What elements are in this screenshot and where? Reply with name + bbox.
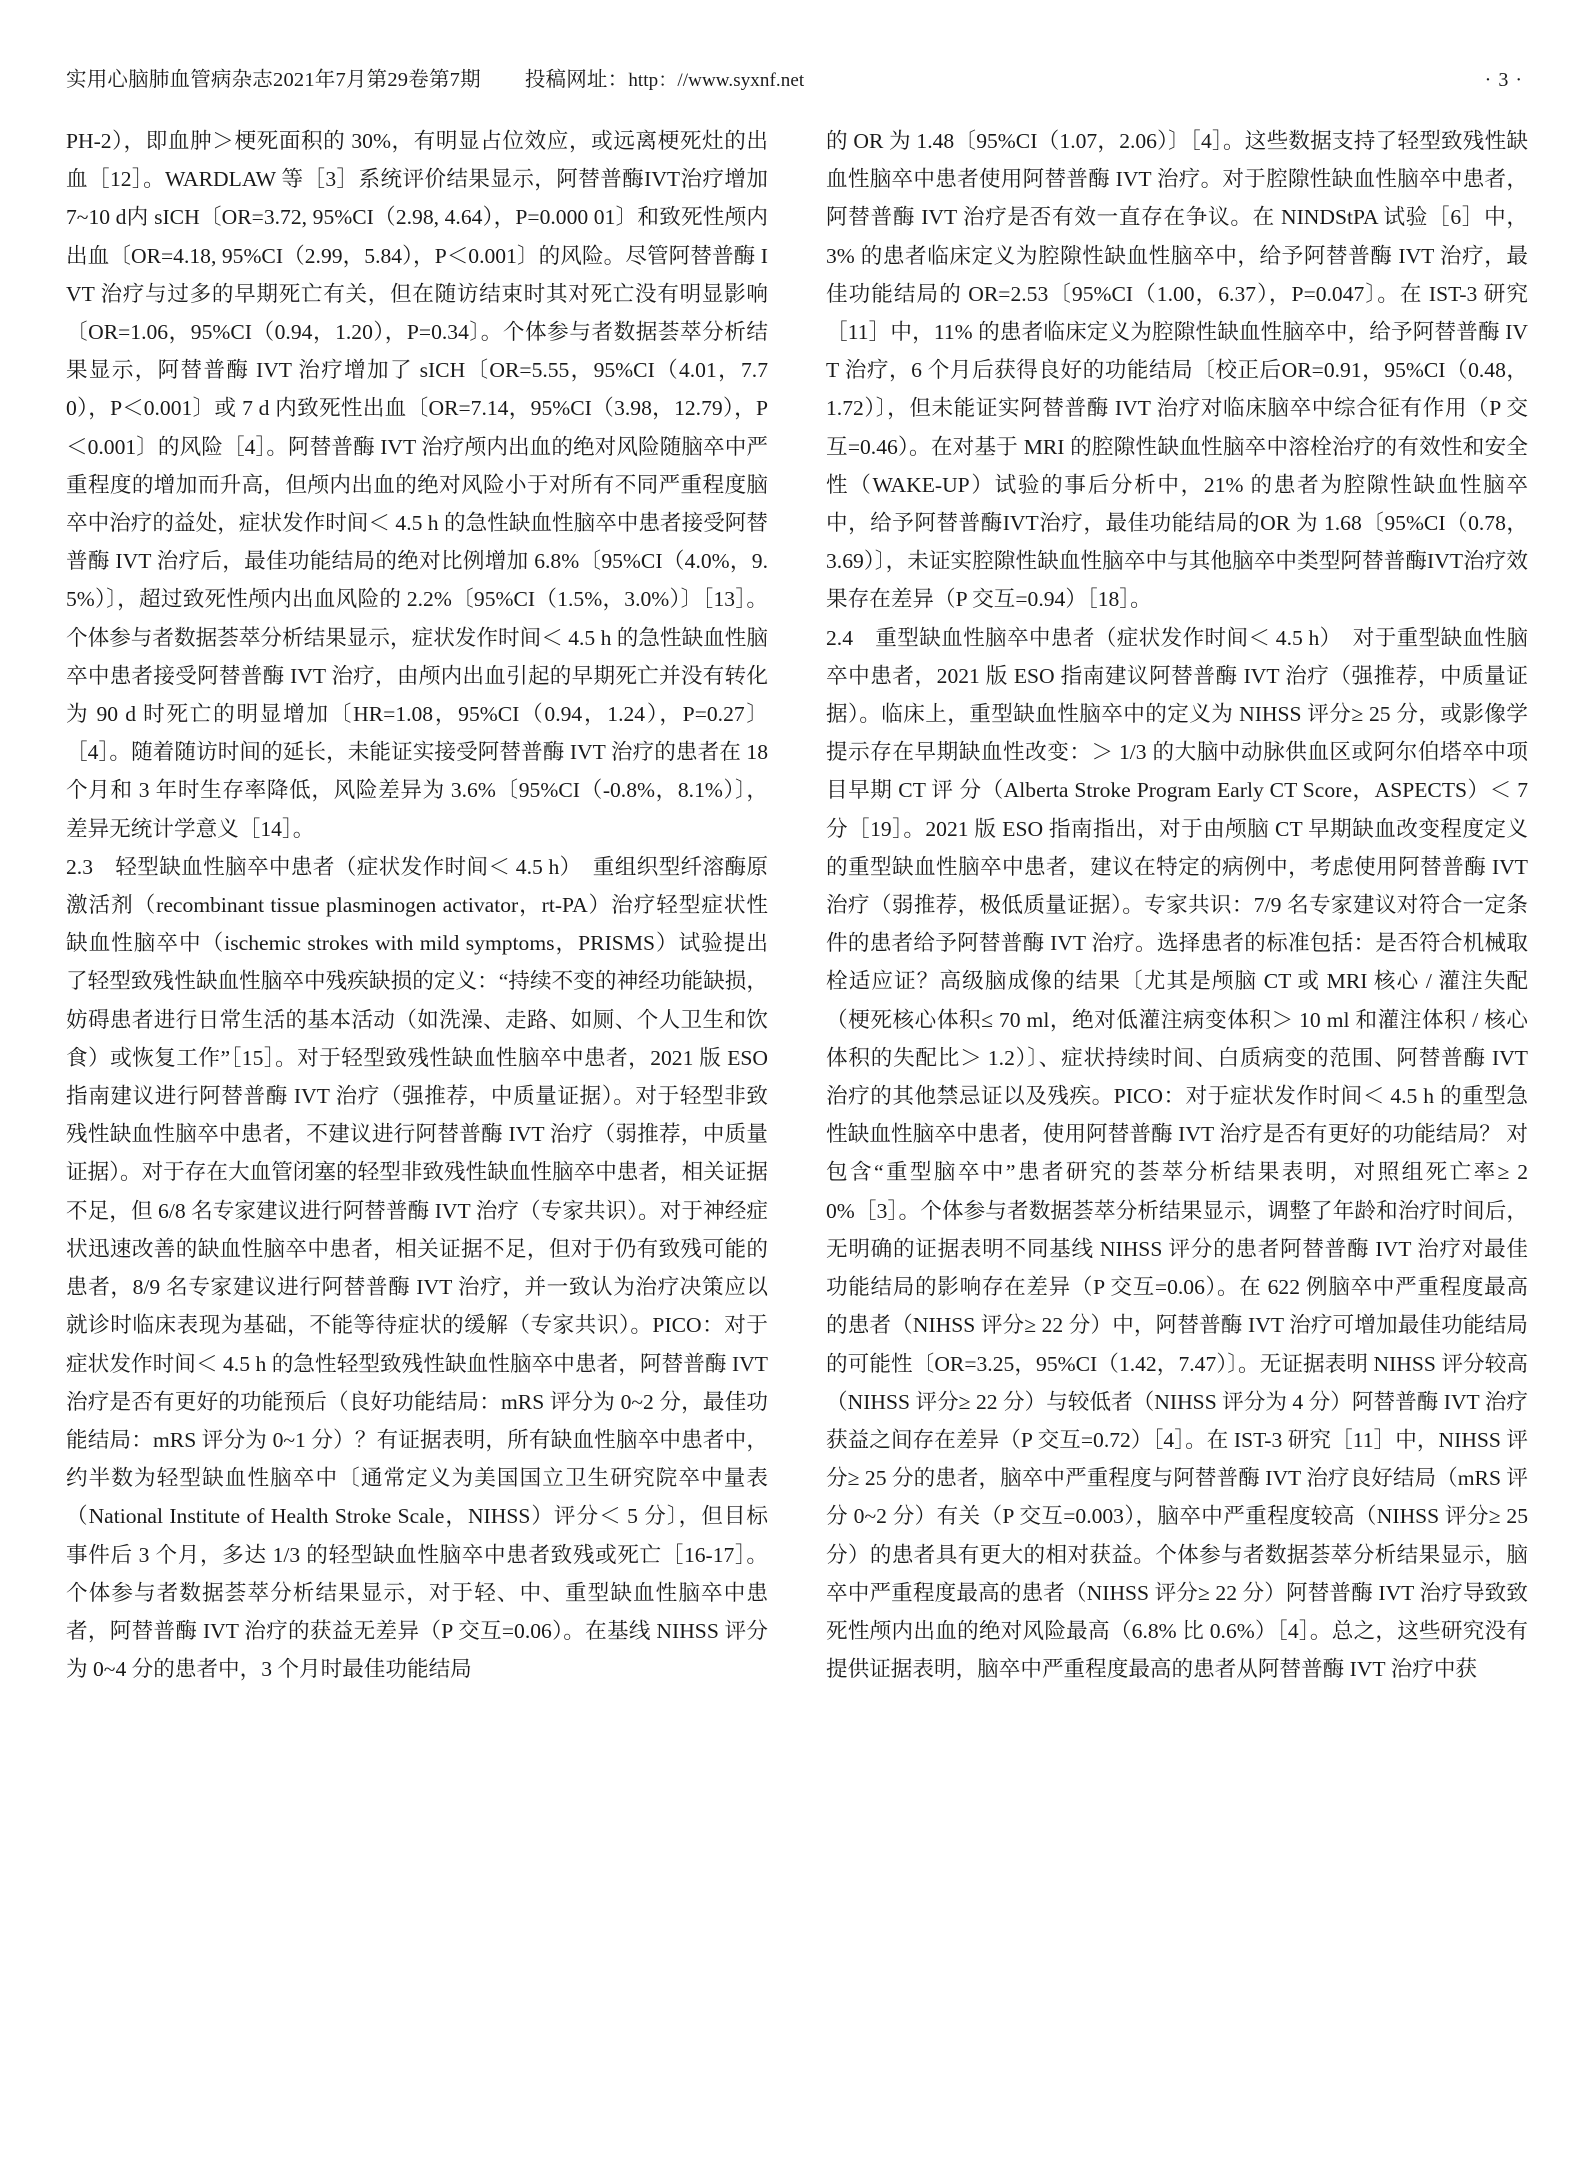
paragraph: PH-2），即血肿＞梗死面积的 30%，有明显占位效应，或远离梗死灶的出血［12］。WARDLAW 等［3］系统评价结果显示，阿替普酶IVT治疗增加7~10 d内 sICH〔OR=3.72, 95%CI（2.98, 4.64），P=0.000 01〕和致死性颅内出血〔OR=4.18, 95%CI（2.99，5.84），P＜0.001〕的风险。尽管阿替普酶 IVT 治疗与过多的早期死亡有关，但在随访结束时其对死亡没有明显影响〔OR=1.06，95%CI（0.94，1.20），P=0.34〕。个体参与者数据荟萃分析结果显示，阿替普酶 IVT 治疗增加了 sICH〔OR=5.55，95%CI（4.01，7.70），P＜0.001〕或 7 d 内致死性出血〔OR=7.14，95%CI（3.98，12.79），P＜0.001〕的风险［4］。阿替普酶 IVT 治疗颅内出血的绝对风险随脑卒中严重程度的增加而升高，但颅内出血的绝对风险小于对所有不同严重程度脑卒中治疗的益处，症状发作时间＜ 4.5 h 的急性缺血性脑卒中患者接受阿替普酶 IVT 治疗后，最佳功能结局的绝对比例增加 6.8%〔95%CI（4.0%，9.5%）〕，超过致死性颅内出血风险的 2.2%〔95%CI（1.5%，3.0%）〕［13］。个体参与者数据荟萃分析结果显示，症状发作时间＜ 4.5 h 的急性缺血性脑卒中患者接受阿替普酶 IVT 治疗，由颅内出血引起的早期死亡并没有转化为 90 d 时死亡的明显增加〔HR=1.08，95%CI（0.94，1.24），P=0.27〕［4］。随着随访时间的延长，未能证实接受阿替普酶 IVT 治疗的患者在 18 个月和 3 年时生存率降低，风险差异为 3.6%〔95%CI（-0.8%，8.1%）〕，差异无统计学意义［14］。 — [66, 129, 768, 841]
paragraph: 2.4 重型缺血性脑卒中患者（症状发作时间＜ 4.5 h） 对于重型缺血性脑卒中患者，2021 版 ESO 指南建议阿替普酶 IVT 治疗（强推荐，中质量证据）。临床上，重型缺血性脑卒中的定义为 NIHSS 评分≥ 25 分，或影像学提示存在早期缺血性改变：＞ 1/3 的大脑中动脉供血区或阿尔伯塔卒中项目早期 CT 评 分（Alberta Stroke Program Early CT Score，ASPECTS）＜ 7 分［19］。2021 版 ESO 指南指出，对于由颅脑 CT 早期缺血改变程度定义的重型缺血性脑卒中患者，建议在特定的病例中，考虑使用阿替普酶 IVT 治疗（弱推荐，极低质量证据）。专家共识：7/9 名专家建议对符合一定条件的患者给予阿替普酶 IVT 治疗。选择患者的标准包括：是否符合机械取栓适应证？高级脑成像的结果〔尤其是颅脑 CT 或 MRI 核心 / 灌注失配（梗死核心体积≤ 70 ml，绝对低灌注病变体积＞ 10 ml 和灌注体积 / 核心体积的失配比＞ 1.2）〕、症状持续时间、白质病变的范围、阿替普酶 IVT 治疗的其他禁忌证以及残疾。PICO：对于症状发作时间＜ 4.5 h 的重型急性缺血性脑卒中患者，使用阿替普酶 IVT 治疗是否有更好的功能结局？ 对包含“重型脑卒中”患者研究的荟萃分析结果表明，对照组死亡率≥ 20%［3］。个体参与者数据荟萃分析结果显示，调整了年龄和治疗时间后，无明确的证据表明不同基线 NIHSS 评分的患者阿替普酶 IVT 治疗对最佳功能结局的影响存在差异（P 交互=0.06）。在 622 例脑卒中严重程度最高的患者（NIHSS 评分≥ 22 分）中，阿替普酶 IVT 治疗可增加最佳功能结局的可能性〔OR=3.25，95%CI（1.42，7.47）〕。无证据表明 NIHSS 评分较高（NIHSS 评分≥ 22 分）与较低者（NIHSS 评分为 4 分）阿替普酶 IVT 治疗获益之间存在差异（P 交互=0.72）［4］。在 IST-3 研究［11］中，NIHSS 评分≥ 25 分的患者，脑卒中严重程度与阿替普酶 IVT 治疗良好结局（mRS 评分 0~2 分）有关（P 交互=0.003），脑卒中严重程度较高（NIHSS 评分≥ 25 分）的患者具有更大的相对获益。个体参与者数据荟萃分析结果显示，脑卒中严重程度最高的患者（NIHSS 评分≥ 22 分）阿替普酶 IVT 治疗导致致死性颅内出血的绝对风险最高（6.8% 比 0.6%）［4］。总之，这些研究没有提供证据表明，脑卒中严重程度最高的患者从阿替普酶 IVT 治疗中获 — [826, 625, 1528, 1682]
right-column — [826, 122, 1528, 1688]
running-head-left — [66, 62, 804, 92]
submission-url: http：//www.syxnf.net — [628, 70, 805, 91]
two-column-body — [66, 122, 1529, 1688]
journal-title-line: 实用心脑肺血管病杂志2021年7月第29卷第7期 — [66, 69, 481, 91]
submission-label: 投稿网址： — [524, 69, 629, 91]
paragraph: 的 OR 为 1.48〔95%CI（1.07，2.06）〕［4］。这些数据支持了轻型致残性缺血性脑卒中患者使用阿替普酶 IVT 治疗。对于腔隙性缺血性脑卒中患者，阿替普酶 IVT 治疗是否有效一直存在争议。在 NINDStPA 试验［6］中，3% 的患者临床定义为腔隙性缺血性脑卒中，给予阿替普酶 IVT 治疗，最佳功能结局的 OR=2.53〔95%CI（1.00，6.37），P=0.047〕。在 IST-3 研究［11］中，11% 的患者临床定义为腔隙性缺血性脑卒中，给予阿替普酶 IVT 治疗，6 个月后获得良好的功能结局〔校正后OR=0.91，95%CI（0.48，1.72）〕，但未能证实阿替普酶 IVT 治疗对临床脑卒中综合征有作用（P 交互=0.46）。在对基于 MRI 的腔隙性缺血性脑卒中溶栓治疗的有效性和安全性（WAKE-UP）试验的事后分析中，21% 的患者为腔隙性缺血性脑卒中，给予阿替普酶IVT治疗，最佳功能结局的OR 为 1.68〔95%CI（0.78，3.69）〕，未证实腔隙性缺血性脑卒中与其他脑卒中类型阿替普酶IVT治疗效果存在差异（P 交互=0.94）［18］。 — [826, 129, 1528, 612]
left-column — [66, 122, 768, 1688]
running-head — [66, 62, 1529, 106]
paragraph: 2.3 轻型缺血性脑卒中患者（症状发作时间＜ 4.5 h） 重组织型纤溶酶原激活剂（recombinant tissue plasminogen activator，rt-PA）治疗轻型症状性缺血性脑卒中（ischemic strokes with mild symptoms，PRISMS）试验提出了轻型致残性缺血性脑卒中残疾缺损的定义：“持续不变的神经功能缺损，妨碍患者进行日常生活的基本活动（如洗澡、走路、如厕、个人卫生和饮食）或恢复工作”［15］。对于轻型致残性缺血性脑卒中患者，2021 版 ESO 指南建议进行阿替普酶 IVT 治疗（强推荐，中质量证据）。对于轻型非致残性缺血性脑卒中患者，不建议进行阿替普酶 IVT 治疗（弱推荐，中质量证据）。对于存在大血管闭塞的轻型非致残性缺血性脑卒中患者，相关证据不足，但 6/8 名专家建议进行阿替普酶 IVT 治疗（专家共识）。对于神经症状迅速改善的缺血性脑卒中患者，相关证据不足，但对于仍有致残可能的患者，8/9 名专家建议进行阿替普酶 IVT 治疗，并一致认为治疗决策应以就诊时临床表现为基础，不能等待症状的缓解（专家共识）。PICO：对于症状发作时间＜ 4.5 h 的急性轻型致残性缺血性脑卒中患者，阿替普酶 IVT 治疗是否有更好的功能预后（良好功能结局：mRS 评分为 0~2 分，最佳功能结局：mRS 评分为 0~1 分）？有证据表明，所有缺血性脑卒中患者中，约半数为轻型缺血性脑卒中〔通常定义为美国国立卫生研究院卒中量表（National Institute of Health Stroke Scale，NIHSS）评分＜ 5 分〕，但目标事件后 3 个月，多达 1/3 的轻型缺血性脑卒中患者致残或死亡［16-17］。个体参与者数据荟萃分析结果显示，对于轻、中、重型缺血性脑卒中患者，阿替普酶 IVT 治疗的获益无差异（P 交互=0.06）。在基线 NIHSS 评分为 0~4 分的患者中，3 个月时最佳功能结局 — [66, 854, 768, 1682]
page-number: · 3 · — [1484, 69, 1523, 91]
